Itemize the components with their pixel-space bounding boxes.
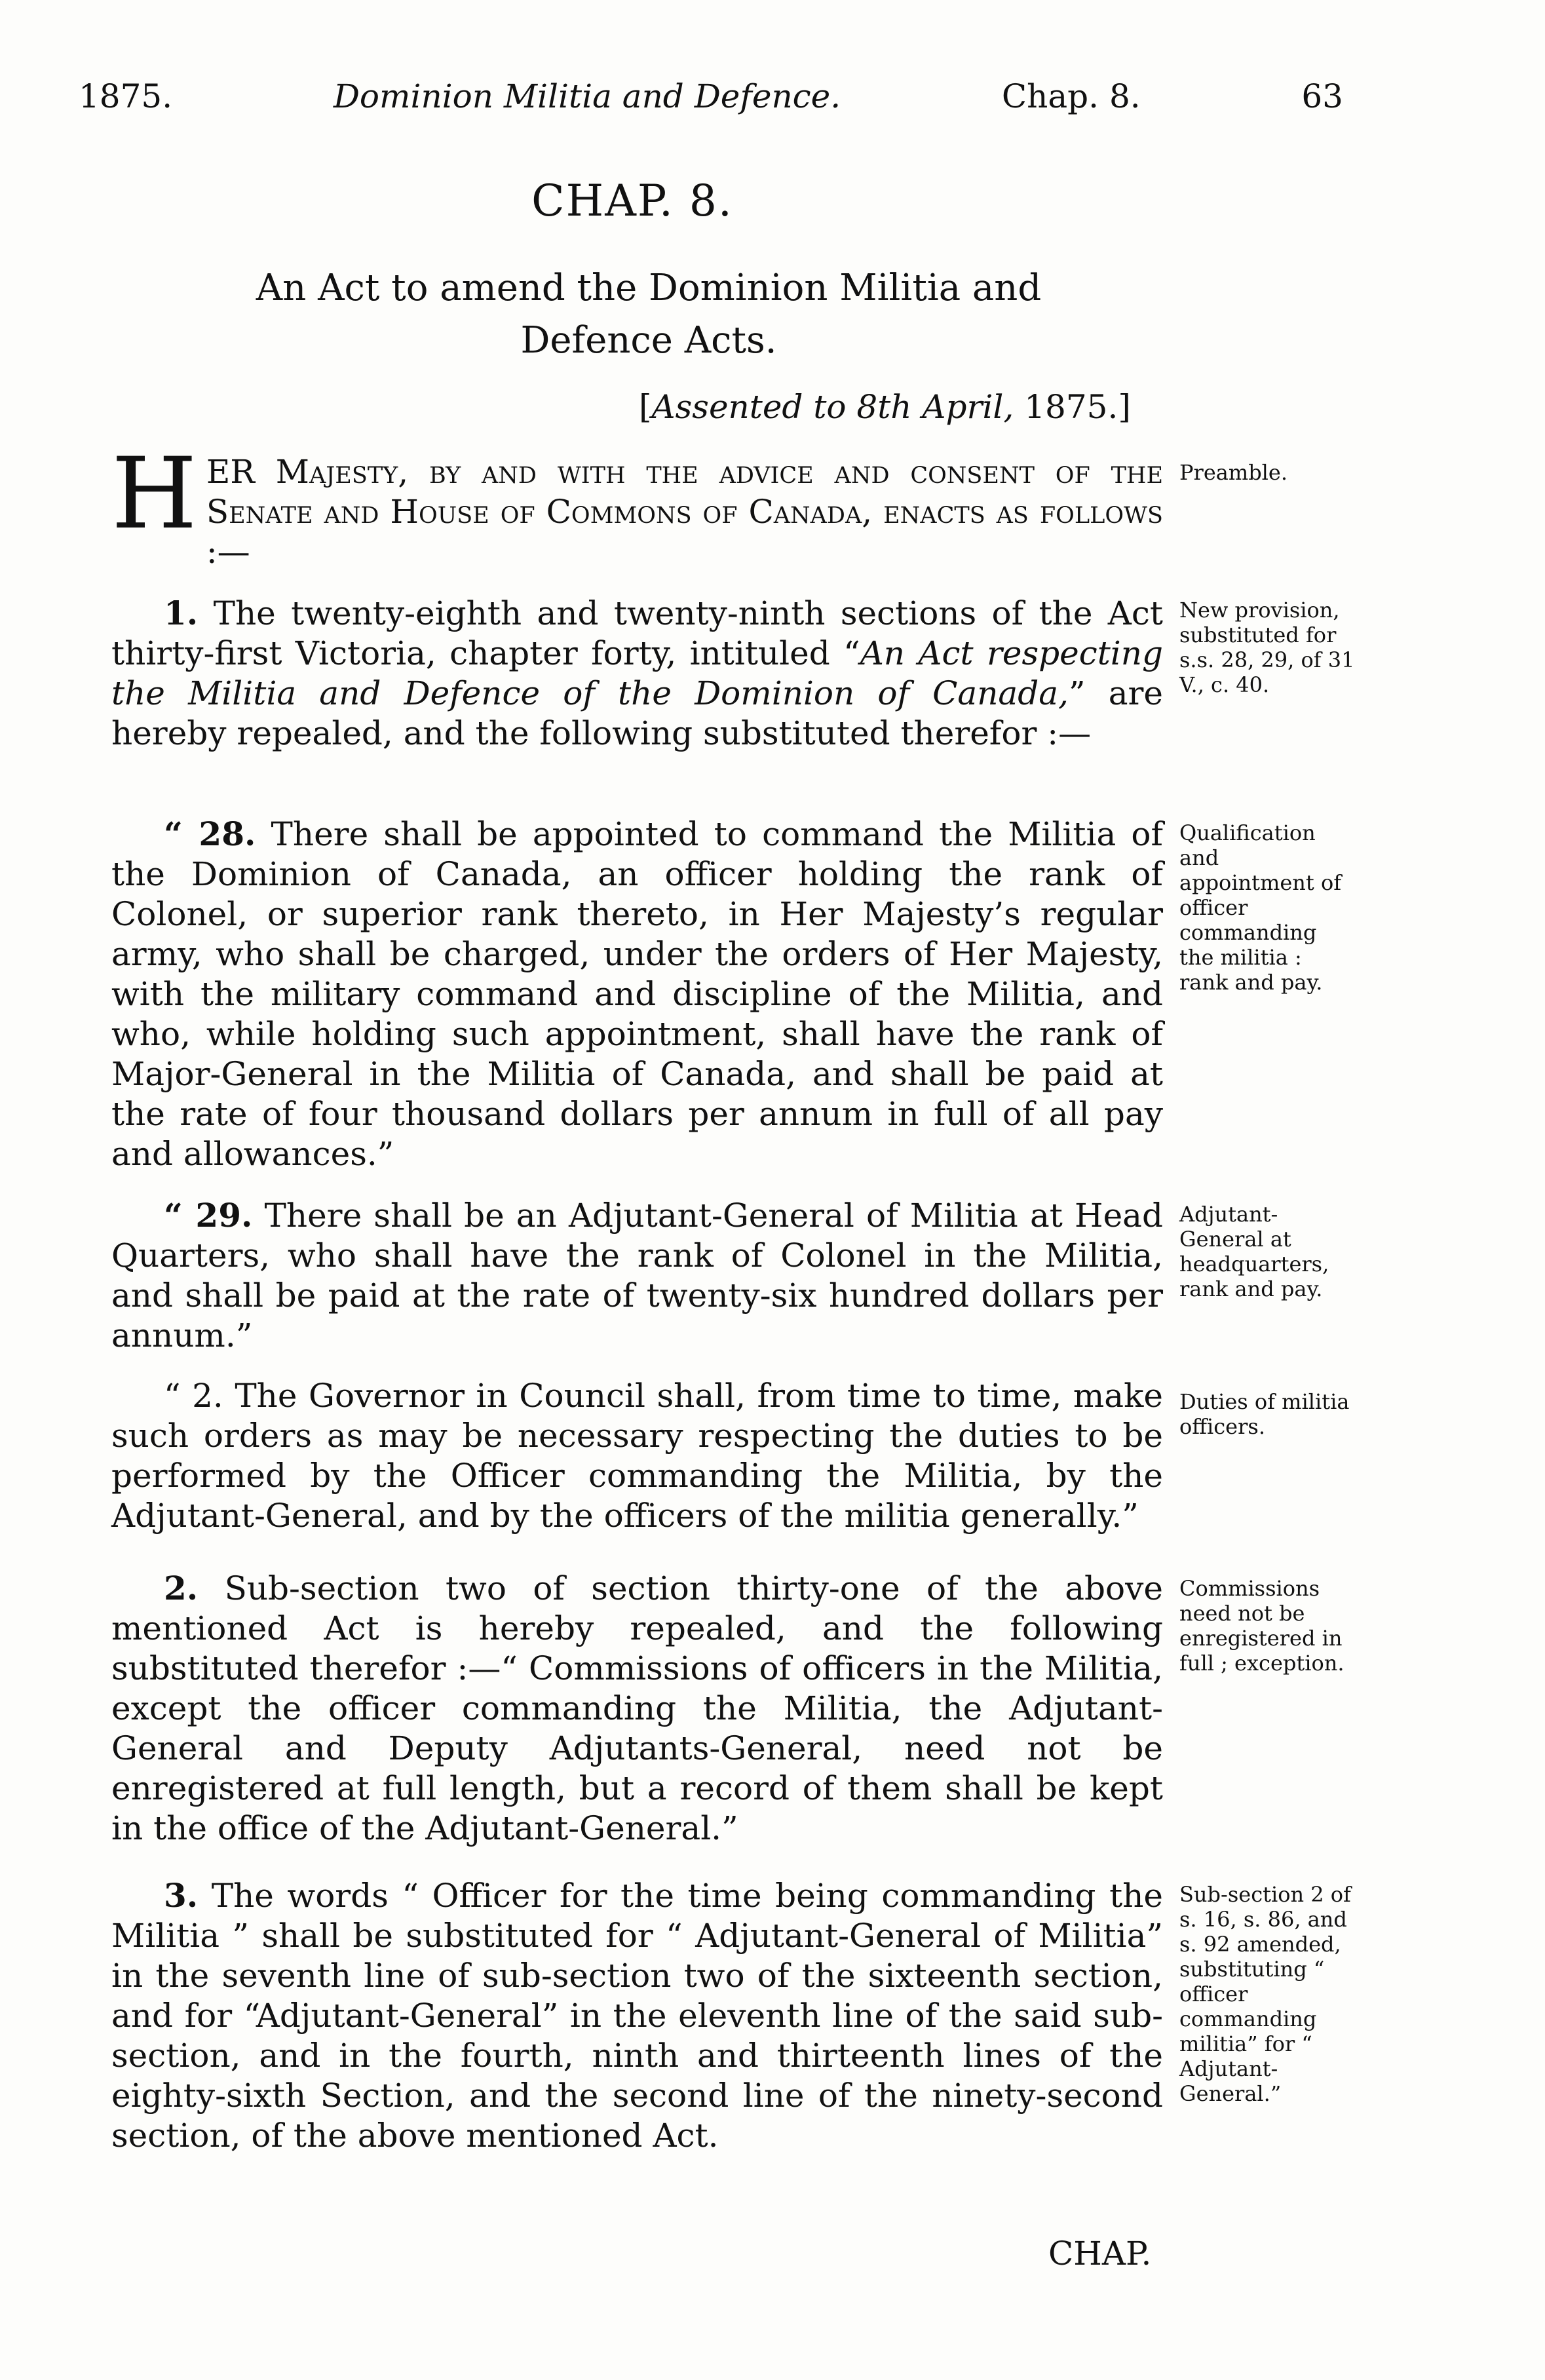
section-1-text-a: The twenty-eighth and twenty-ninth sections of the Act thirty-first Victoria, chapter forty, intituled “ (111, 594, 1163, 672)
section-29-text: There shall be an Adjutant-General of Militia at Head Quarters, who shall have the rank of Colonel in the Militia, and shall be paid at the rate of twenty-six hundred dollars per annum.” (111, 1197, 1163, 1354)
section-2-text: Sub-section two of section thirty-one of the above mentioned Act is hereby repealed, and the following substituted therefor :—“ Commissions of officers in the Militia, except the officer commanding the Militia, the Adjutant-General and Deputy Adjutants-General, need not be enregistered at full length, but a record of them shall be kept in the office of the Adjutant-General.” (111, 1569, 1163, 1847)
section-29-2-text: The Governor in Council shall, from time to time, make such orders as may be necessary respecting the duties to be performed by the Officer commanding the Militia, by the Adjutant-General, and by the officers of the militia generally.” (111, 1377, 1163, 1535)
margin-note-section-29: Adjutant-General at headquarters, rank and pay. (1179, 1202, 1329, 1301)
act-title-line-2: Defence Acts. (520, 319, 777, 362)
section-3-paragraph (111, 1875, 1163, 2156)
section-1-text-b: ” are hereby repealed, and the following substituted therefor :— (111, 674, 1163, 752)
assent-line: [Assented to 8th April, 1875.] (639, 388, 1131, 426)
preamble-paragraph (111, 437, 1163, 572)
section-1-act-name: An Act respecting the Militia and Defence of the Dominion of Canada, (111, 634, 1163, 712)
section-28-paragraph (111, 814, 1163, 1174)
assent-year: 1875. (1024, 388, 1118, 426)
section-3-text: The words “ Officer for the time being commanding the Militia ” shall be substituted for “ Adjutant-General of Militia” in the seventh line of sub-section two of the sixteenth section, and for “Adjutant-General” in the eleventh line of the said sub-section, and in the fourth, ninth and thirteenth lines of the eighty-sixth Section, and the second line of the ninety-second section, of the above mentioned Act. (111, 1877, 1163, 2155)
act-title (164, 262, 1134, 367)
margin-note-section-29-2: Duties of militia officers. (1179, 1389, 1350, 1439)
running-head-chapter: Chap. 8. (1001, 77, 1141, 115)
section-29-paragraph (111, 1195, 1163, 1356)
catchword: CHAP. (1048, 2235, 1152, 2273)
section-29-number: “ 29. (164, 1196, 253, 1235)
margin-note-section-1: New provision, substituted for s.s. 28, 29, of 31 V., c. 40. (1179, 598, 1355, 697)
dropcap-letter: H (111, 437, 197, 551)
chapter-heading: CHAP. 8. (531, 176, 733, 226)
act-title-line-1: An Act to amend the Dominion Militia and (256, 267, 1042, 309)
section-2-paragraph (111, 1568, 1163, 1849)
section-29-2-number: “ 2. (164, 1377, 223, 1415)
running-head-title: Dominion Militia and Defence. (333, 77, 841, 115)
section-28-text: There shall be appointed to command the Militia of the Dominion of Canada, an officer holding the rank of Colonel, or superior rank thereto, in Her Majesty’s regular army, who shall be charged, under the orders of Her Majesty, with the military command and discipline of the Militia, and who, while holding such appointment, shall have the rank of Major-General in the Militia of Canada, and shall be paid at the rate of four thousand dollars per annum in full of all pay and allowances.” (111, 815, 1163, 1173)
margin-note-section-28: Qualification and appointment of officer commanding the militia : rank and pay. (1179, 820, 1342, 995)
margin-note-preamble: Preamble. (1179, 460, 1288, 485)
margin-note-section-2: Commissions need not be enregistered in full ; exception. (1179, 1576, 1345, 1676)
preamble-text: ER Majesty, by and with the advice and consent of the Senate and House of Commons of Canada, enacts as follows :— (206, 453, 1163, 571)
section-28-number: “ 28. (164, 815, 256, 853)
running-head-year: 1875. (79, 77, 173, 115)
margin-note-section-3: Sub-section 2 of s. 16, s. 86, and s. 92 amended, substituting “ officer commanding militia” for “ Adjutant-General.” (1179, 1882, 1351, 2106)
page-number: 63 (1301, 77, 1343, 115)
assent-text: Assented to 8th April, (651, 388, 1014, 426)
section-1-paragraph (111, 593, 1163, 754)
section-2-number: 2. (164, 1569, 199, 1607)
running-head (79, 77, 1343, 115)
section-29-2-paragraph (111, 1376, 1163, 1536)
section-3-number: 3. (164, 1876, 199, 1915)
section-1-number: 1. (164, 594, 199, 632)
